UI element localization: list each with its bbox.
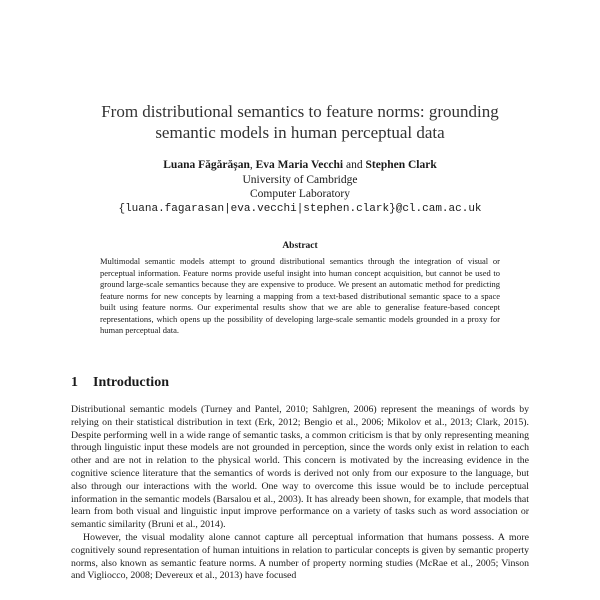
author-name: Eva Maria Vecchi <box>255 159 344 171</box>
title-line-1: From distributional semantics to feature norms: grounding <box>101 102 499 121</box>
body-paragraph: Distributional semantic models (Turney and Pantel, 2010; Sahlgren, 2006) represent the meanings of words by relying on their statistical distribution in text (Erk, 2012; Bengio et al., 2006; Mikolov et al., 2013; Clark, 2015). Despite performing well in a wide range of semantic tasks, a common criticism is that by only representing meaning through linguistic input these models are not grounded in perception, since the words only exist in relation to each other and are not in relation to the physical world. This concern is motivated by the increasing evidence in the cognitive science literature that the semantics of words is derived not only from our exposure to the language, but also through our interactions with the world. One way to overcome this issue would be to include perceptual information in the semantic models (Barsalou et al., 2003). It has already been shown, for example, that models that learn from both visual and linguistic input improve performance on a variety of tasks such as word association or semantic similarity (Bruni et al., 2014). <box>71 404 529 531</box>
author-separator: , <box>249 159 256 171</box>
body-paragraph: However, the visual modality alone cannot capture all perceptual information that humans possess. A more cognitively sound representation of human intuitions in relation to particular concepts is given by semantic property norms, also known as semantic feature norms. A number of property norming studies (McRae et al., 2005; Vinson and Vigliocco, 2008; Devereux et al., 2013) have focused <box>71 531 529 582</box>
author-separator: and <box>343 159 366 171</box>
author-name: Stephen Clark <box>365 159 437 171</box>
author-names <box>40 158 560 173</box>
author-block <box>40 158 560 216</box>
abstract-heading: Abstract <box>282 241 318 251</box>
section-number: 1 <box>71 375 78 390</box>
author-name: Luana Făgărășan <box>163 159 250 171</box>
title-line-2: semantic models in human perceptual data <box>155 123 445 142</box>
section-title: Introduction <box>93 375 169 390</box>
abstract-text: Multimodal semantic models attempt to ground distributional semantics through the integration of visual or perceptual information. Feature norms provide useful insight into human concept acquisition, but cannot be used to ground large-scale semantics because they are expensive to produce. We present an automatic method for predicting feature norms for new concepts by learning a mapping from a text-based distributional semantic space to a space built using feature norms. Our experimental results show that we are able to generalise feature-based concept representations, which opens up the possibility of developing large-scale semantic models grounded in a proxy for human perceptual data. <box>100 256 500 335</box>
body-text <box>71 404 529 600</box>
author-emails: {luana.fagarasan|eva.vecchi|stephen.clark}@cl.cam.ac.uk <box>118 202 482 215</box>
affiliation-university: University of Cambridge <box>242 173 358 186</box>
affiliation-lab: Computer Laboratory <box>250 188 350 200</box>
section-heading <box>71 375 531 391</box>
paper-title <box>40 101 560 143</box>
